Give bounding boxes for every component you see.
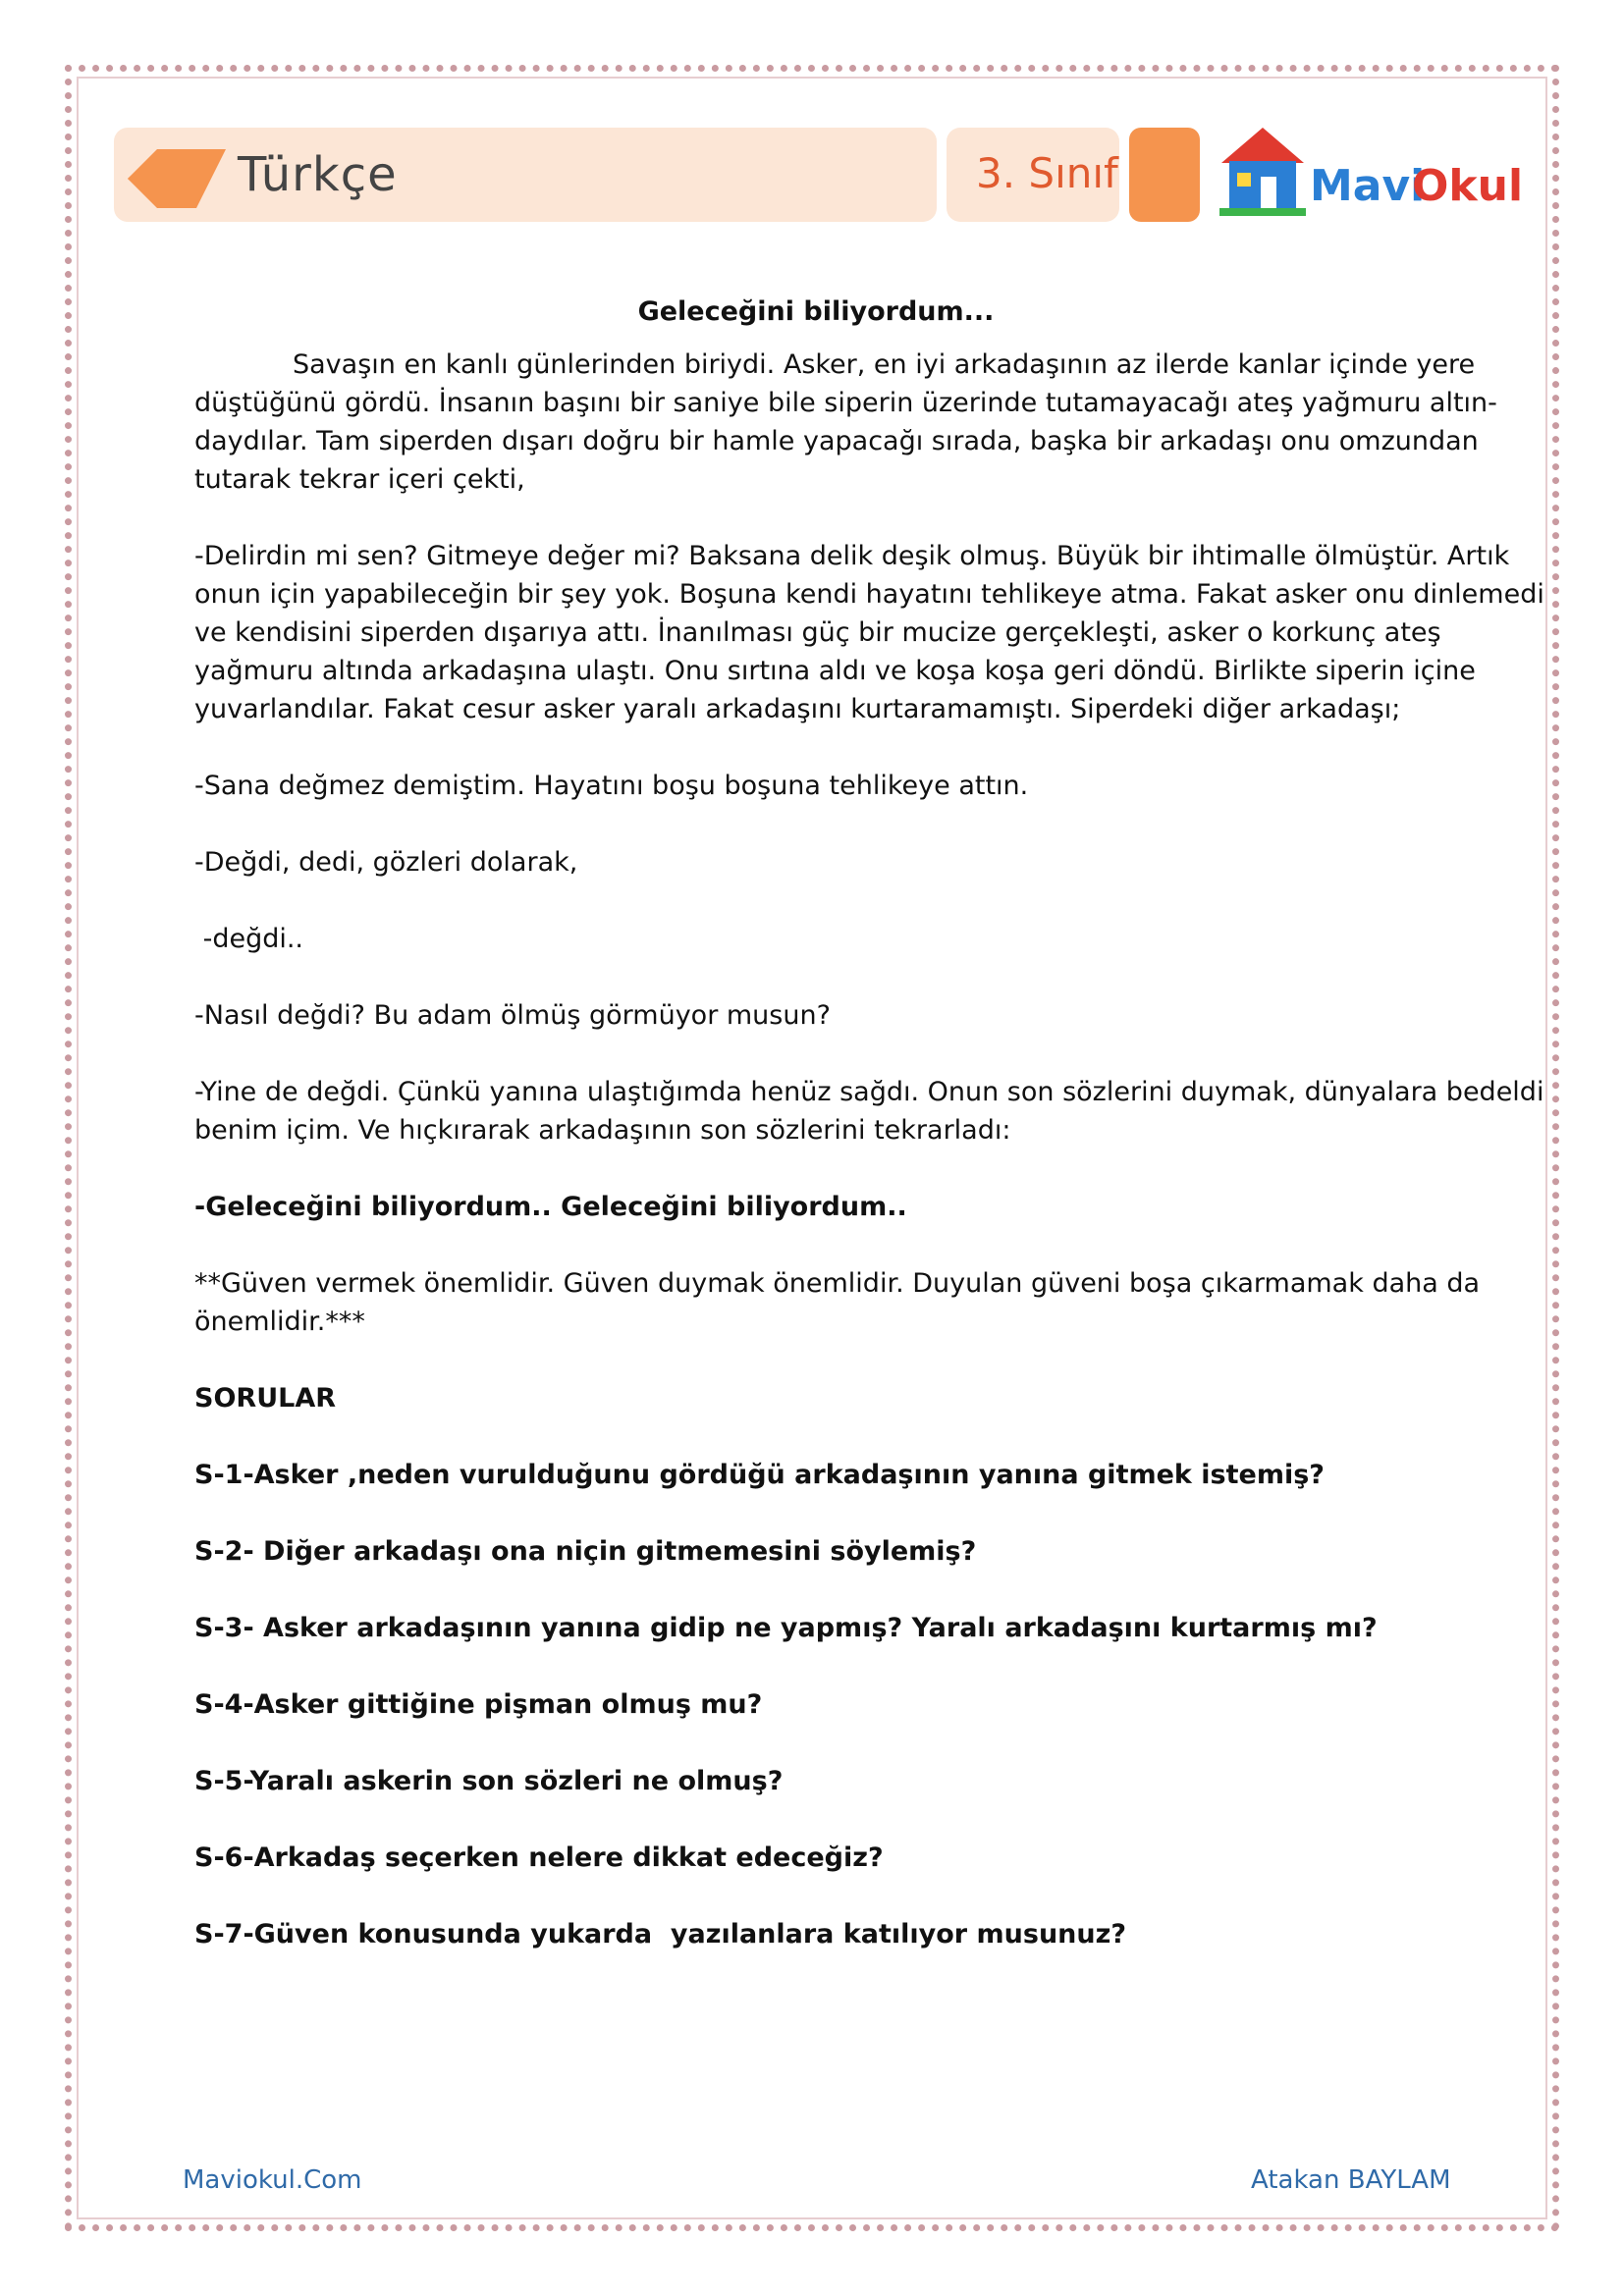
svg-text:Mavi: Mavi [1310,161,1426,211]
question-7: S-7-Güven konusunda yukarda yazılanlara katılıyor musunuz? [194,1919,1126,1949]
story-p2-line-1: -Delirdin mi sen? Gitmeye değer mi? Baksana delik deşik olmuş. Büyük bir ihtimalle ölmüştür. Artık [194,541,1510,571]
final-words: -Geleceğini biliyordum.. Geleceğini biliyordum.. [194,1192,907,1222]
story-title: Geleceğini biliyordum... [637,296,995,327]
question-3: S-3- Asker arkadaşının yanına gidip ne yapmış? Yaralı arkadaşını kurtarmış mı? [194,1613,1378,1643]
dialogue-line-2: -Değdi, dedi, gözleri dolarak, [194,847,578,878]
story-p1-line-1: Savaşın en kanlı günlerinden biriydi. Asker, en iyi arkadaşının az ilerde kanlar içinde yere [293,349,1476,380]
question-5: S-5-Yaralı askerin son sözleri ne olmuş? [194,1766,784,1796]
footer-author: Atakan BAYLAM [1251,2165,1451,2195]
story-p2-line-3: ve kendisini siperden dışarıya attı. İnanılması güç bir mucize gerçekleşti, asker o korkunç ateş [194,617,1441,648]
grade-label: 3. Sınıf [976,149,1118,197]
dialogue-line-3: -değdi.. [194,924,304,954]
footer-site-link[interactable]: Maviokul.Com [183,2165,362,2195]
story-p1-line-4: tutarak tekrar içeri çekti, [194,464,525,495]
subject-label: Türkçe [238,147,398,202]
header-accent-square [1129,128,1200,222]
maviokul-logo [1216,118,1524,228]
story-p3-line-1: -Yine de değdi. Çünkü yanına ulaştığımda henüz sağdı. Onun son sözlerini duymak, dünyalara bedeldi [194,1077,1544,1107]
dialogue-line-1: -Sana değmez demiştim. Hayatını boşu boşuna tehlikeye attın. [194,771,1029,801]
question-2: S-2- Diğer arkadaşı ona niçin gitmemesini söylemiş? [194,1536,977,1567]
dialogue-line-4: -Nasıl değdi? Bu adam ölmüş görmüyor musun? [194,1000,831,1031]
question-1: S-1-Asker ,neden vurulduğunu gördüğü arkadaşının yanına gitmek istemiş? [194,1460,1325,1490]
story-p3-line-2: benim içim. Ve hıçkırarak arkadaşının son sözlerini tekrarladı: [194,1115,1011,1146]
questions-heading: SORULAR [194,1383,337,1414]
story-p2-line-5: yuvarlandılar. Fakat cesur asker yaralı arkadaşını kurtaramamıştı. Siperdeki diğer arkadaşı; [194,694,1401,724]
story-p1-line-3: daydılar. Tam siperden dışarı doğru bir hamle yapacağı sırada, başka bir arkadaşı onu omzundan [194,426,1479,456]
question-4: S-4-Asker gittiğine pişman olmuş mu? [194,1689,763,1720]
story-p2-line-2: onun için yapabileceğin bir şey yok. Boşuna kendi hayatını tehlikeye atma. Fakat asker onu dinlemedi [194,579,1544,610]
story-p1-line-2: düştüğünü gördü. İnsanın başını bir saniye bile siperin üzerinde tutamayacağı ateş yağmuru altın- [194,388,1497,418]
moral-line-1: **Güven vermek önemlidir. Güven duymak önemlidir. Duyulan güveni boşa çıkarmamak daha da [194,1268,1481,1299]
moral-line-2: önemlidir.*** [194,1307,365,1337]
svg-text:Okul: Okul [1412,161,1524,211]
question-6: S-6-Arkadaş seçerken nelere dikkat edeceğiz? [194,1842,884,1873]
story-p2-line-4: yağmuru altında arkadaşına ulaştı. Onu sırtına aldı ve koşa koşa geri döndü. Birlikte siperin içine [194,656,1476,686]
